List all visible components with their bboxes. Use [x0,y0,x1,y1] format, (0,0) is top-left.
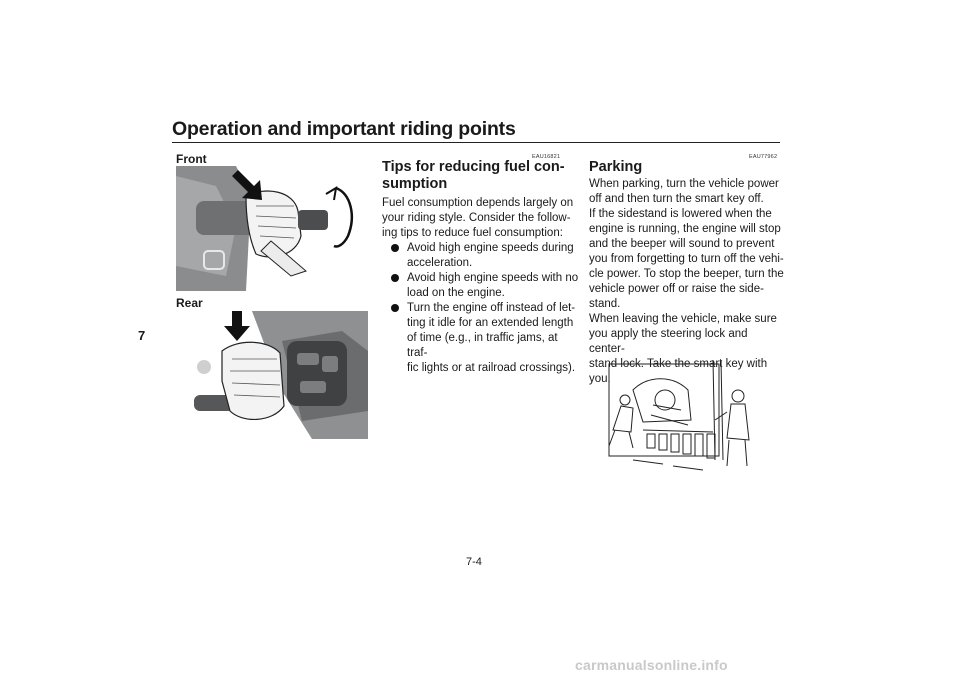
fuel-section-code: EAU16821 [532,154,561,160]
text-line: you apply the steering lock and center- [589,328,748,355]
text-line: your riding style. Consider the follow- [382,212,571,224]
text-line: off and then turn the smart key off. [589,193,764,205]
text-line: If the sidestand is lowered when the [589,208,772,220]
text-line: Avoid high engine speeds during [407,242,574,254]
fuel-tips-list [390,241,580,376]
list-item [390,271,580,301]
text-line: and the beeper will sound to prevent [589,238,775,250]
page-number: 7-4 [466,556,482,568]
parking-paragraphs [589,177,785,387]
page-title: Operation and important riding points [172,118,516,140]
text-line: When leaving the vehicle, make sure [589,313,777,325]
text-line: fic lights or at railroad crossings). [407,362,576,374]
text-line: ing tips to reduce fuel consumption: [382,227,563,239]
fuel-intro-paragraph [382,196,578,241]
text-line: you. [589,373,611,385]
bullet-icon [391,304,399,312]
text-line: you from forgetting to turn off the vehi- [589,253,784,265]
text-line: vehicle power off or raise the side- [589,283,764,295]
fuel-heading-line: Tips for reducing fuel con- [382,159,565,175]
bullet-icon [391,274,399,282]
text-line: cle power. To stop the beeper, turn the [589,268,784,280]
text-line: stand. [589,298,621,310]
text-line: acceleration. [407,257,473,269]
text-line: load on the engine. [407,287,505,299]
text-line: Fuel consumption depends largely on [382,197,574,209]
chapter-tab: 7 [138,328,146,343]
front-figure-label: Front [176,152,207,166]
text-line: Avoid high engine speeds with no [407,272,579,284]
header-divider [172,142,780,143]
parking-illustration [603,360,768,476]
list-item [390,301,580,376]
parking-section-heading: Parking [589,159,643,175]
footer-watermark-link[interactable]: carmanualsonline.info [575,657,728,673]
front-handlebar-photo [176,166,368,291]
rear-handlebar-photo [192,311,368,439]
text-line: stand lock. Take the smart key with [589,358,768,370]
text-line: of time (e.g., in traffic jams, at traf- [407,332,558,359]
text-line: Turn the engine off instead of let- [407,302,576,314]
text-line: engine is running, the engine will stop [589,223,781,235]
fuel-heading-line: sumption [382,176,448,192]
list-item [390,241,580,271]
text-line: When parking, turn the vehicle power [589,178,779,190]
fuel-section-heading [382,159,565,193]
parking-section-code: EAU77962 [749,154,778,160]
rear-figure-label: Rear [176,296,203,310]
bullet-icon [391,244,399,252]
text-line: ting it idle for an extended length [407,317,574,329]
